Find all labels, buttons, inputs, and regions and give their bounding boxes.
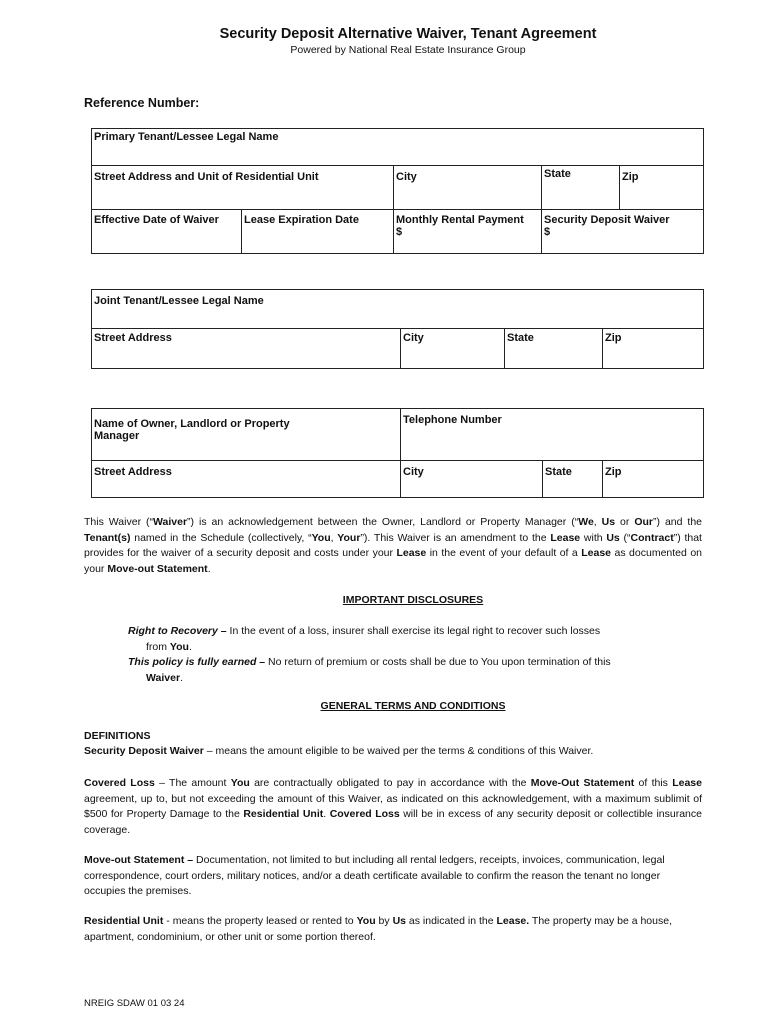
- owner-name-field[interactable]: [92, 409, 401, 461]
- primary-street-field[interactable]: [92, 166, 394, 210]
- joint-zip-label: Zip: [605, 332, 622, 344]
- joint-state-label: State: [507, 332, 534, 344]
- primary-street-label: Street Address and Unit of Residential Unit: [94, 171, 319, 183]
- deposit-waiver-currency: $: [544, 226, 551, 238]
- document-subtitle: Powered by National Real Estate Insurance Group: [290, 44, 526, 56]
- owner-table: [91, 408, 704, 498]
- covered-loss-definition: Covered Loss – The amount You are contractually obligated to pay in accordance with the Move-Out Statement of this Lease agreement, up to, but not exceeding the amount of this Waiver, as indicated on this acknowledgement, with a maximum sublimit of $500 for Property Damage to the Residential Unit. Covered Loss will be in excess of any security deposit or collectible insurance coverage.: [84, 777, 702, 836]
- primary-tenant-name-label: Primary Tenant/Lessee Legal Name: [94, 131, 279, 143]
- primary-state-field[interactable]: [542, 166, 620, 210]
- primary-city-field[interactable]: [394, 166, 542, 210]
- joint-street-label: Street Address: [94, 332, 172, 344]
- reference-number-label: Reference Number:: [84, 96, 200, 110]
- joint-tenant-name-label: Joint Tenant/Lessee Legal Name: [94, 295, 264, 307]
- owner-street-label: Street Address: [94, 466, 172, 478]
- intro-paragraph: This Waiver (“Waiver”) is an acknowledgement between the Owner, Landlord or Property Manager (“We, Us or Our”) and the Tenant(s) named in the Schedule (collectively, “You, Your”). This Waiver is an amendment to the Lease with Us (“Contract”) that provides for the waiver of a security deposit and costs under your Lease in the event of your default of a Lease as documented on your Move-out Statement.: [84, 516, 703, 575]
- monthly-rent-currency: $: [396, 226, 403, 238]
- monthly-rent-field[interactable]: [394, 210, 542, 254]
- owner-zip-label: Zip: [605, 466, 622, 478]
- general-terms-heading: GENERAL TERMS AND CONDITIONS: [320, 700, 506, 712]
- joint-state-field[interactable]: [505, 329, 603, 369]
- joint-tenant-name-field[interactable]: [92, 290, 704, 329]
- joint-city-field[interactable]: [401, 329, 505, 369]
- owner-state-field[interactable]: [543, 461, 603, 498]
- fully-earned-item: This policy is fully earned – No return of premium or costs shall be due to You upon termination of this Waiver.: [128, 656, 611, 684]
- owner-name-label: Name of Owner, Landlord or Property Manager: [94, 418, 290, 442]
- joint-street-field[interactable]: [92, 329, 401, 369]
- lease-expiration-label: Lease Expiration Date: [244, 214, 359, 226]
- deposit-waiver-field[interactable]: [542, 210, 704, 254]
- owner-city-field[interactable]: [401, 461, 543, 498]
- monthly-rent-label: Monthly Rental Payment: [396, 214, 524, 226]
- primary-tenant-table: [91, 128, 704, 254]
- primary-city-label: City: [396, 171, 417, 183]
- primary-zip-label: Zip: [622, 171, 639, 183]
- effective-date-field[interactable]: [92, 210, 242, 254]
- form-footer-code: NREIG SDAW 01 03 24: [84, 998, 185, 1009]
- right-to-recovery-item: Right to Recovery – In the event of a loss, insurer shall exercise its legal right to recover such losses from You.: [128, 625, 601, 653]
- primary-zip-field[interactable]: [620, 166, 704, 210]
- joint-city-label: City: [403, 332, 424, 344]
- lease-expiration-field[interactable]: [242, 210, 394, 254]
- important-disclosures-heading: IMPORTANT DISCLOSURES: [342, 594, 484, 606]
- owner-zip-field[interactable]: [603, 461, 704, 498]
- document-title: Security Deposit Alternative Waiver, Tenant Agreement: [219, 26, 597, 42]
- owner-state-label: State: [545, 466, 572, 478]
- owner-street-field[interactable]: [92, 461, 401, 498]
- primary-state-label: State: [544, 168, 571, 180]
- telephone-label: Telephone Number: [403, 414, 502, 426]
- definitions-label: DEFINITIONS: [84, 730, 151, 742]
- security-deposit-waiver-definition: Security Deposit Waiver – means the amount eligible to be waived per the terms & conditions of this Waiver.: [84, 745, 594, 757]
- effective-date-label: Effective Date of Waiver: [94, 214, 219, 226]
- telephone-field[interactable]: [401, 409, 704, 461]
- owner-city-label: City: [403, 466, 424, 478]
- joint-zip-field[interactable]: [603, 329, 704, 369]
- primary-tenant-name-field[interactable]: [92, 129, 704, 166]
- deposit-waiver-label: Security Deposit Waiver: [544, 214, 670, 226]
- residential-unit-definition: Residential Unit - means the property leased or rented to You by Us as indicated in the Lease. The property may be a house, apartment, condominium, or other unit or some portion thereof.: [84, 915, 672, 943]
- move-out-statement-definition: Move-out Statement – Documentation, not limited to but including all rental ledgers, receipts, invoices, communication, legal correspondence, court orders, military notices, and/or a death certificate available to confirm the reason the tenant no longer occupies the premises.: [84, 854, 665, 897]
- joint-tenant-table: [91, 289, 704, 369]
